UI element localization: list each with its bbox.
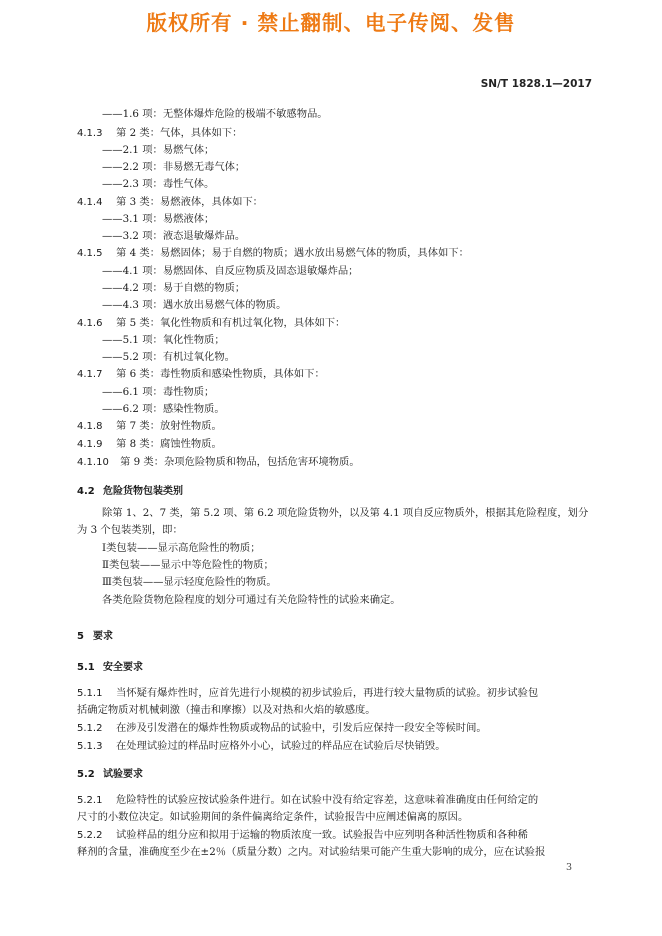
list-item: Ⅰ类包装——显示高危险性的物质； (102, 542, 261, 554)
list-item: Ⅲ类包装——显示轻度危险性的物质。 (102, 576, 277, 588)
clause-number: 4.1.3 (77, 128, 103, 139)
clause-number: 4.1.9 (77, 439, 103, 450)
section-heading-4-2 (77, 484, 183, 499)
clause-5-2-2 (77, 828, 528, 843)
clause-text: 第 4 类：易燃固体；易于自燃的物质；遇水放出易燃气体的物质，具体如下： (116, 247, 469, 259)
list-item: ——5.1 项：氧化性物质； (102, 334, 225, 346)
clause-text: 第 6 类：毒性物质和感染性物质，具体如下： (116, 368, 325, 380)
clause-4-1-6 (77, 316, 345, 331)
clause-number: 4.1.5 (77, 248, 103, 259)
list-item: ——4.3 项：遇水放出易燃气体的物质。 (102, 299, 287, 311)
clause-text: 在涉及引发潜在的爆炸性物质或物品的试验中，引发后应保持一段安全等候时间。 (116, 722, 487, 734)
copyright-watermark: 版权所有 · 禁止翻制、电子传阅、发售 (146, 11, 516, 35)
clause-5-1-1 (77, 686, 538, 701)
clause-number: 5.1.1 (77, 688, 103, 699)
list-item: ——1.6 项：无整体爆炸危险的极端不敏感物品。 (102, 108, 328, 120)
clause-text: 第 5 类：氧化性物质和有机过氧化物，具体如下： (116, 317, 346, 329)
section-title: 试验要求 (103, 769, 143, 780)
clause-number: 4.1.4 (77, 197, 103, 208)
clause-4-1-10 (77, 455, 360, 470)
section-number: 5.1 (77, 662, 95, 673)
clause-number: 5.2.2 (77, 830, 103, 841)
section-title: 安全要求 (103, 662, 143, 673)
section-number: 4.2 (77, 486, 95, 497)
list-item: ——6.2 项：感染性物质。 (102, 403, 225, 415)
clause-5-1-3 (77, 739, 446, 754)
standard-code: SN/T 1828.1—2017 (480, 78, 592, 90)
paragraph-line: 括确定物质对机械刺激（撞击和摩擦）以及对热和火焰的敏感度。 (77, 704, 376, 716)
clause-4-1-9 (77, 437, 222, 452)
clause-4-1-4 (77, 195, 263, 210)
clause-number: 4.1.7 (77, 369, 103, 380)
list-item: ——2.1 项：易燃气体； (102, 144, 215, 156)
clause-number: 4.1.6 (77, 318, 103, 329)
clause-text: 试验样品的组分应和拟用于运输的物质浓度一致。试验报告中应列明各种活性物质和各种稀 (116, 829, 528, 841)
clause-number: 5.1.2 (77, 723, 103, 734)
paragraph-line: 为 3 个包装类别，即： (77, 524, 183, 536)
section-heading-5-2 (77, 767, 143, 782)
paragraph-line: 释剂的含量，准确度至少在±2％（质量分数）之内。对试验结果可能产生重大影响的成分，应在试验报 (77, 846, 546, 858)
section-heading-5 (77, 629, 113, 644)
clause-number: 4.1.8 (77, 421, 103, 432)
section-title: 危险货物包装类别 (103, 486, 183, 497)
clause-text: 第 7 类：放射性物质。 (116, 420, 222, 432)
clause-text: 危险特性的试验应按试验条件进行。如在试验中没有给定容差，这意味着准确度由任何给定的 (116, 794, 539, 806)
clause-text: 第 9 类：杂项危险物质和物品，包括危害环境物质。 (120, 456, 360, 468)
clause-number: 4.1.10 (77, 457, 109, 468)
clause-text: 第 8 类：腐蚀性物质。 (116, 438, 222, 450)
list-item: ——3.2 项：液态退敏爆炸品。 (102, 230, 246, 242)
clause-5-2-1 (77, 793, 538, 808)
clause-text: 第 2 类：气体，具体如下： (116, 127, 243, 139)
list-item: ——6.1 项：毒性物质； (102, 386, 215, 398)
section-heading-5-1 (77, 660, 143, 675)
list-item: ——2.3 项：毒性气体。 (102, 178, 215, 190)
section-number: 5 (77, 631, 84, 642)
list-item: ——4.1 项：易燃固体、自反应物质及固态退敏爆炸品； (102, 265, 359, 277)
clause-4-1-8 (77, 419, 222, 434)
page-number: 3 (565, 862, 572, 873)
clause-4-1-5 (77, 246, 469, 261)
clause-number: 5.1.3 (77, 741, 103, 752)
clause-4-1-3 (77, 126, 242, 141)
clause-5-1-2 (77, 721, 487, 736)
paragraph-line: 各类危险货物危险程度的划分可通过有关危险特性的试验来确定。 (102, 594, 401, 606)
section-number: 5.2 (77, 769, 95, 780)
clause-text: 在处理试验过的样品时应格外小心，试验过的样品应在试验后尽快销毁。 (116, 740, 446, 752)
list-item: ——2.2 项：非易燃无毒气体； (102, 161, 246, 173)
clause-number: 5.2.1 (77, 795, 103, 806)
paragraph-line: 除第 1、2、7 类，第 5.2 项、第 6.2 项危险货物外，以及第 4.1 项自反应物质外，根据其危险程度，划分 (102, 507, 589, 519)
list-item: ——4.2 项：易于自燃的物质； (102, 282, 246, 294)
list-item: ——5.2 项：有机过氧化物。 (102, 351, 235, 363)
paragraph-line: 尺寸的小数位决定。如试验期间的条件偏离给定条件，试验报告中应阐述偏离的原因。 (77, 811, 469, 823)
clause-text: 第 3 类：易燃液体，具体如下： (116, 196, 263, 208)
list-item: ——3.1 项：易燃液体； (102, 213, 215, 225)
section-title: 要求 (93, 631, 113, 642)
clause-text: 当怀疑有爆炸性时，应首先进行小规模的初步试验后，再进行较大量物质的试验。初步试验包 (116, 687, 539, 699)
list-item: Ⅱ类包装——显示中等危险性的物质； (102, 559, 274, 571)
clause-4-1-7 (77, 367, 325, 382)
